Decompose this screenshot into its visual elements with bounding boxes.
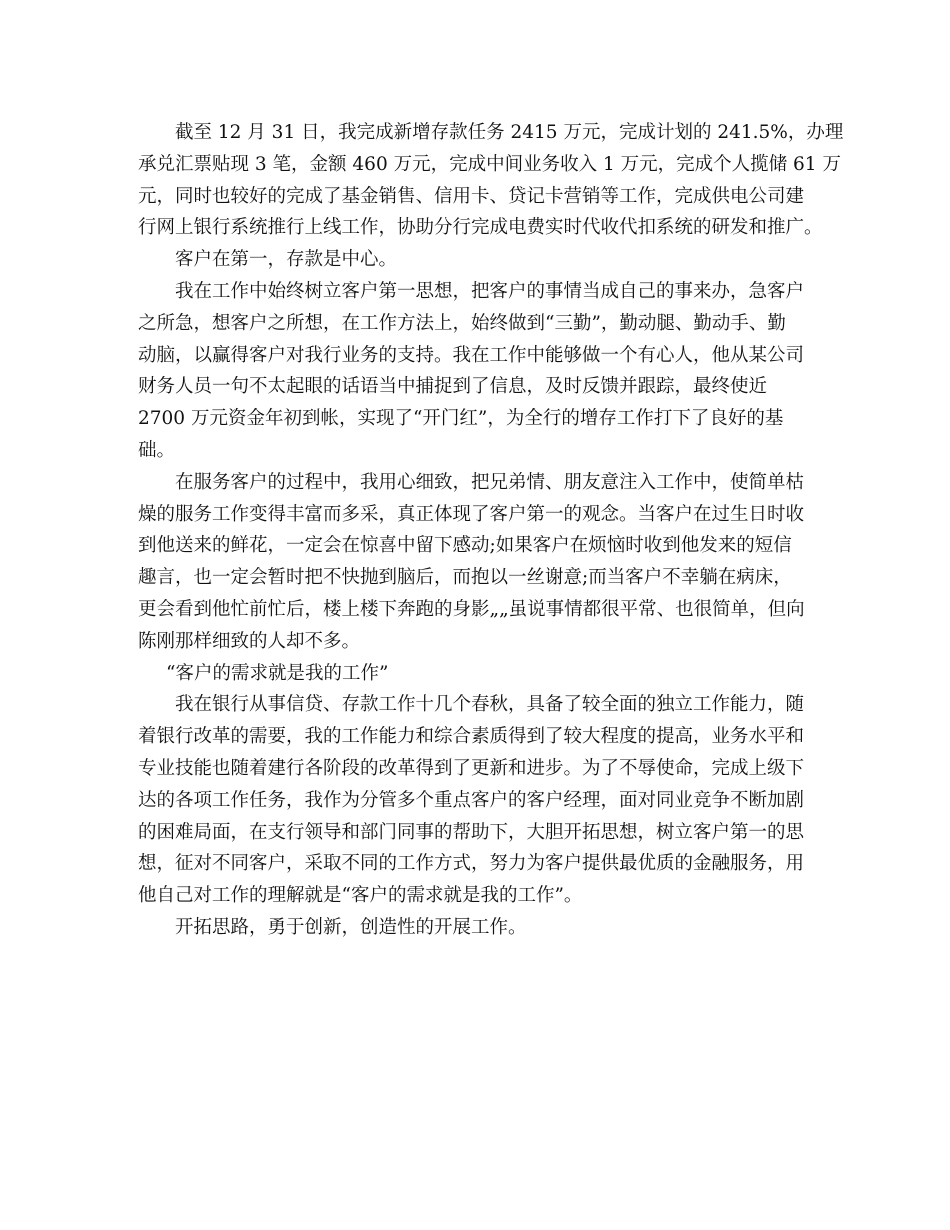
text-line: 行网上银行系统推行上线工作，协助分行完成电费实时代收代扣系统的研发和推广。 bbox=[138, 217, 823, 239]
text-line: 承兑汇票贴现 3 笔，金额 460 万元，完成中间业务收入 1 万元，完成个人揽储 61 万 bbox=[138, 153, 841, 175]
text-line: 专业技能也随着建行各阶段的改革得到了更新和进步。为了不辱使命，完成上级下 bbox=[138, 757, 805, 779]
text-line: 燥的服务工作变得丰富而多采，真正体现了客户第一的观念。当客户在过生日时收 bbox=[138, 503, 805, 525]
text-line: 我在银行从事信贷、存款工作十几个春秋，具备了较全面的独立工作能力，随 bbox=[175, 694, 805, 716]
document-body bbox=[138, 117, 844, 944]
text-line: 动脑，以赢得客户对我行业务的支持。我在工作中能够做一个有心人，他从某公司 bbox=[138, 344, 805, 366]
text-line: 在服务客户的过程中，我用心细致，把兄弟情、朋友意注入工作中，使简单枯 bbox=[175, 471, 805, 493]
text-line: 础。 bbox=[138, 439, 176, 461]
text-line: 陈刚那样细致的人却不多。 bbox=[138, 630, 361, 652]
section-heading: 客户在第一，存款是中心。 bbox=[175, 249, 398, 271]
text-line: 我在工作中始终树立客户第一思想，把客户的事情当成自己的事来办，急客户 bbox=[175, 280, 805, 302]
text-line: 趣言，也一定会暂时把不快抛到脑后，而抱以一丝谢意;而当客户不幸躺在病床， bbox=[138, 567, 792, 589]
text-line: 之所急，想客户之所想，在工作方法上，始终做到“三勤”，勤动腿、勤动手、勤 bbox=[138, 312, 786, 334]
text-line: 到他送来的鲜花，一定会在惊喜中留下感动;如果客户在烦恼时收到他发来的短信 bbox=[138, 535, 792, 557]
text-line: 达的各项工作任务，我作为分管多个重点客户的客户经理，面对同业竞争不断加剧 bbox=[138, 789, 805, 811]
text-line: 2700 万元资金年初到帐，实现了“开门红”，为全行的增存工作打下了良好的基 bbox=[138, 408, 784, 430]
text-line: 财务人员一句不太起眼的话语当中捕捉到了信息，及时反馈并跟踪，最终使近 bbox=[138, 376, 768, 398]
section-heading: 开拓思路，勇于创新，创造性的开展工作。 bbox=[175, 916, 527, 938]
text-line: 他自己对工作的理解就是“客户的需求就是我的工作”。 bbox=[138, 885, 583, 907]
text-line: 想，征对不同客户，采取不同的工作方式，努力为客户提供最优质的金融服务，用 bbox=[138, 853, 805, 875]
text-line: 截至 12 月 31 日，我完成新增存款任务 2415 万元，完成计划的 241.5%，办理 bbox=[175, 122, 844, 143]
section-heading: “客户的需求就是我的工作” bbox=[166, 662, 389, 684]
text-line: 的困难局面，在支行领导和部门同事的帮助下，大胆开拓思想，树立客户第一的思 bbox=[138, 821, 805, 843]
text-line: 更会看到他忙前忙后，楼上楼下奔跑的身影„„虽说事情都很平常、也很简单，但向 bbox=[138, 598, 805, 620]
text-line: 着银行改革的需要，我的工作能力和综合素质得到了较大程度的提高，业务水平和 bbox=[138, 726, 805, 748]
text-line: 元，同时也较好的完成了基金销售、信用卡、贷记卡营销等工作，完成供电公司建 bbox=[138, 185, 805, 207]
